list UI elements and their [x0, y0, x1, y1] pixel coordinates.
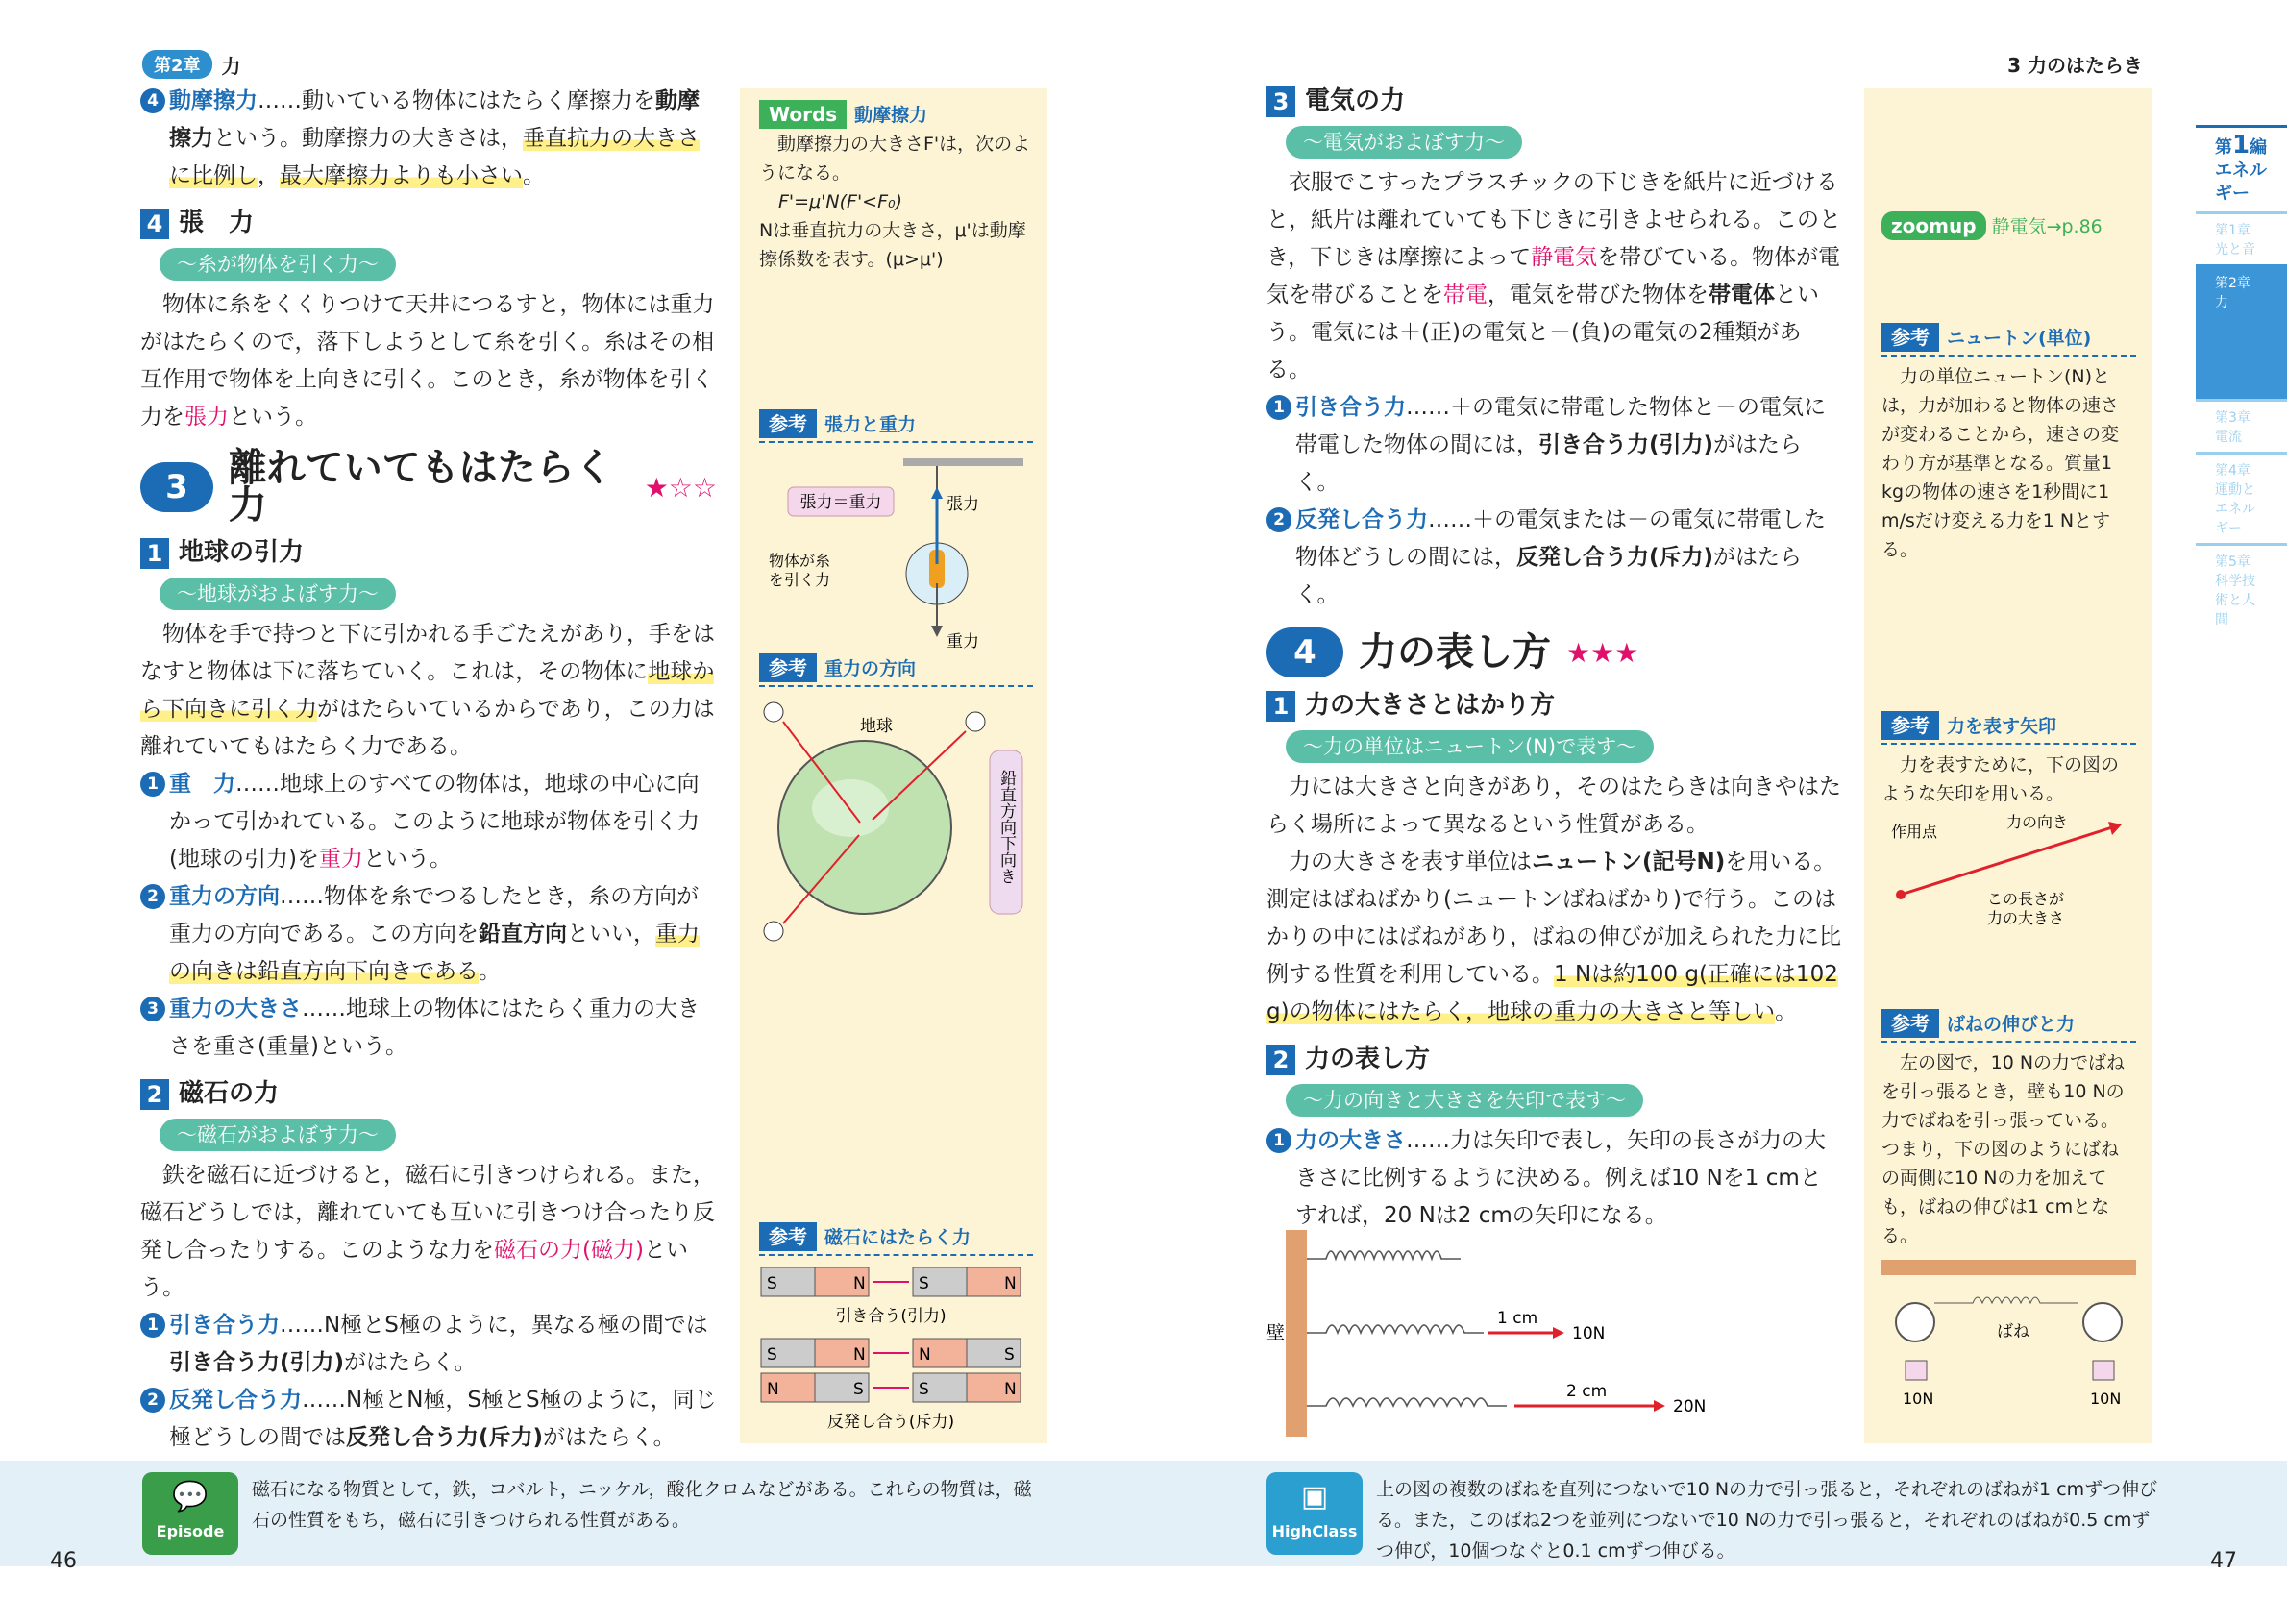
para-text: 物体に糸をくくりつけて天井につるすと，物体には重力がはたらくので，落下しようとして糸を引く。糸はその相互作用で物体を上向きに引く。このとき，糸が物体を引く力を [140, 292, 715, 430]
sidebox-text: 左の図で，10 Nの力でばねを引っ張るとき，壁も10 Nの力でばねを引っ張っている。つまり，下の図のようにばねの両側に10 Nの力を加えても，ばねの伸びは1 cmとなる。 [1881, 1052, 2126, 1246]
pole-label: N [1004, 1274, 1017, 1293]
bold-term: 引き合う力(引力) [1538, 432, 1714, 457]
person-icon [764, 922, 783, 941]
words-tag: Words [759, 100, 847, 129]
note-label: を引く力 [769, 571, 831, 589]
highclass-band [1144, 1461, 2287, 1566]
page-number: 47 [2210, 1549, 2237, 1573]
bold-term: 引き合う力(引力) [169, 1350, 345, 1375]
para-text: という。 [229, 405, 317, 430]
bold-term: 反発し合う力(斥力) [1516, 545, 1714, 570]
item-magnet-attract [140, 1307, 717, 1382]
tension-label: 張力 [947, 495, 979, 514]
subsection-number: 2 [1266, 1045, 1295, 1075]
subsection-title: 力の表し方 [1305, 1045, 1431, 1073]
running-head: 3 力のはたらき [2007, 54, 2143, 77]
thumb-text: エネルギー [2215, 160, 2267, 204]
item-text: ……地球上のすべての物体は，地球の中心に向かって引かれている。このように地球が物体を引く力(地球の引力)を [169, 772, 700, 872]
item-text: ……＋の電気または－の電気に帯電した物体どうしの間には， [1295, 507, 1826, 570]
sidebox-title: 重力の方向 [824, 658, 917, 679]
gravity-label: 重力 [947, 632, 979, 651]
subsection-title: 電気の力 [1305, 86, 1406, 115]
item-text: ……N極とS極のように，異なる極の間では [280, 1313, 708, 1338]
spring-10n [1307, 1325, 1484, 1333]
zoomup-tag: zoomup [1881, 211, 1986, 240]
item-number: 2 [140, 1388, 165, 1413]
para-text: を帯びている。物体が電気を帯びることを [1266, 245, 1841, 308]
thumb-text: 電流 [2215, 430, 2242, 445]
item-number: 1 [140, 772, 165, 797]
item-text: ……動いている物体にはたらく摩擦力を [258, 88, 655, 113]
episode-band [0, 1461, 1144, 1566]
ref-box-magnet-force [759, 1222, 1033, 1463]
ref-tag: 参考 [759, 653, 817, 682]
ceiling [903, 458, 1023, 466]
item-text: 。 [523, 163, 545, 188]
continent [812, 779, 889, 837]
length-label: 力の大きさ [1987, 909, 2065, 927]
item-force-magnitude [1266, 1122, 1843, 1235]
term: 反発し合う力 [1295, 507, 1428, 532]
page-number: 46 [50, 1549, 77, 1573]
sidebox-title: 力を表す矢印 [1947, 716, 2057, 737]
sidebox-text: 動摩擦力の大きさF'は，次のようになる。 [759, 134, 1031, 184]
term: 重 力 [169, 772, 235, 797]
subsection-pill: ～地球がおよぼす力～ [160, 578, 396, 610]
section-4-heading [1266, 627, 1843, 677]
ref-box-vector [1881, 711, 2136, 942]
vector-diagram [1881, 808, 2136, 933]
thumb-text: 第4章 [2215, 463, 2250, 479]
wall-label: 壁 [1266, 1322, 1286, 1343]
term: 反発し合う力 [169, 1388, 302, 1413]
para-text: を用いる。測定はばねばかり(ニュートンばねばかり)で行う。このはかりの中にはばねがあり，ばねの伸びが加えられた力に比例する性質を利用している。 [1266, 849, 1841, 987]
note-label: 物体が糸 [769, 552, 831, 570]
red-term: 張力 [184, 405, 229, 430]
pole-label: S [1004, 1345, 1015, 1365]
ref-tag: 参考 [1881, 1009, 1939, 1038]
ref-tag: 参考 [759, 1222, 817, 1251]
formula: F'=μ'N(F'<F₀) [778, 191, 903, 212]
red-term: 重力 [318, 847, 363, 872]
section-number: 3 [140, 462, 213, 512]
point-label: 作用点 [1891, 823, 1938, 841]
item-text: ……＋の電気に帯電した物体と－の電気に帯電した物体の間には， [1295, 395, 1826, 457]
item-text: ， [258, 163, 280, 188]
spring-pulley-diagram [1881, 1250, 2136, 1442]
item-magnet-repel [140, 1382, 717, 1457]
thumb-text: 科学技術と人間 [2215, 574, 2255, 627]
subsection-number: 4 [140, 209, 169, 239]
length-label: 1 cm [1497, 1309, 1538, 1328]
vector-arrowhead [2108, 822, 2122, 835]
item-electric-attract [1266, 389, 1843, 502]
sidebox-title: 動摩擦力 [854, 105, 928, 126]
gravity-arrowhead [931, 626, 943, 637]
spring-20n [1307, 1398, 1507, 1406]
para-text: 力の大きさを表す単位は [1289, 849, 1532, 874]
episode-text: 磁石になる物質として，鉄，コバルト，ニッケル，酸化クロムなどがある。これらの物質は，磁石の性質をもち，磁石に引きつけられる性質がある。 [252, 1479, 1032, 1531]
spring-arrow-diagram [1266, 1225, 1862, 1446]
item-text: がはたらく。 [1295, 432, 1803, 495]
attract-label: 引き合う(引力) [835, 1307, 947, 1326]
length-label: 2 cm [1566, 1382, 1608, 1401]
right-main-column [1266, 83, 1843, 1235]
ref-box-tension-gravity [759, 409, 1033, 659]
subsection-pill: ～糸が物体を引く力～ [160, 248, 396, 281]
item-text: がはたらく。 [1295, 545, 1803, 607]
thumb-text: 光と音 [2215, 242, 2255, 258]
highclass-icon [1266, 1472, 1363, 1555]
sidebox-text: 力の単位ニュートン(N)とは，力が加わると物体の速さが変わることから，速さの変わり方が基準となる。質量1 kgの物体の速さを1秒間に1 m/sだけ変える力を1 Nとする。 [1881, 366, 2120, 560]
term: 重力の大きさ [169, 997, 302, 1021]
term: 力の大きさ [1295, 1128, 1406, 1153]
item-number: 1 [1266, 1128, 1291, 1153]
item-number: 1 [1266, 395, 1291, 420]
term: 動摩擦力 [169, 88, 258, 113]
item-text: という。動摩擦力の大きさは， [213, 126, 523, 151]
item-gravity-magnitude [140, 991, 717, 1066]
ref-box-newton [1881, 323, 2136, 564]
para-text: 物体を手で持つと下に引かれる手ごたえがあり，手をはなすと物体は下に落ちていく。これは，その物体に [140, 622, 715, 684]
action-point [1896, 890, 1906, 899]
item-number: 4 [140, 88, 165, 113]
subsection-pill: ～磁石がおよぼす力～ [160, 1119, 396, 1151]
thumb-text: 編 [2250, 137, 2268, 158]
tension-gravity-diagram [759, 449, 1033, 651]
pole-label: N [853, 1274, 866, 1293]
force-label: 10N [1572, 1324, 1606, 1343]
para-text: 衣服でこすったプラスチックの下じきを紙片に近づけると，紙片は離れていても下じきに引きよせられる。このとき，下じきは摩擦によって [1266, 170, 1841, 270]
pole-label: S [853, 1380, 864, 1399]
weight [1906, 1361, 1927, 1380]
para-text: ，電気を帯びた物体を [1488, 283, 1709, 308]
highlight: 重力の向きは鉛直方向下向きである [169, 922, 700, 984]
thumb-volume[interactable] [2196, 125, 2287, 211]
subsection-title: 張 力 [179, 209, 255, 237]
force-label: 20N [1673, 1397, 1707, 1416]
item-number: 3 [140, 997, 165, 1021]
red-term: 静電気 [1531, 245, 1598, 270]
thumb-text: 第3章 [2215, 410, 2250, 426]
para-text: という。 [140, 1238, 688, 1300]
ref-tag: 参考 [759, 409, 817, 438]
item-gravity-direction [140, 878, 717, 991]
item-number: 1 [140, 1313, 165, 1338]
red-term: 磁石の力(磁力) [494, 1238, 644, 1263]
sidebox-title: ニュートン(単位) [1947, 328, 2092, 349]
earth-label: 地球 [860, 717, 893, 736]
highlight: 垂直抗力の大きさに比例し [169, 126, 700, 188]
thumb-text: 力 [2215, 295, 2228, 310]
magnet-diagram [759, 1262, 1033, 1454]
highclass-label: HighClass [1271, 1522, 1358, 1540]
thumb-text: 第5章 [2215, 554, 2250, 570]
thumb-index [2196, 125, 2287, 634]
section-title: 力の表し方 [1359, 629, 1551, 675]
item-number: 2 [1266, 507, 1291, 532]
item-text: ……力は矢印で表し，矢印の長さが力の大きさに比例するように決める。例えば10 Nを1 cmとすれば，20 Nは2 cmの矢印になる。 [1295, 1128, 1826, 1228]
length-label: この長さが [1987, 890, 2065, 908]
sidebox-title: 磁石にはたらく力 [824, 1227, 971, 1248]
subsection-number: 3 [1266, 86, 1295, 117]
vertical-label: 鉛直方向下向き [996, 770, 1016, 884]
thumb-chapter-3[interactable] [2196, 399, 2287, 452]
item-text: という。 [362, 847, 452, 872]
subsection-title: 地球の引力 [179, 538, 305, 567]
term: 引き合う力 [169, 1313, 280, 1338]
person-icon [966, 712, 985, 731]
thumb-text: 運動とエネルギー [2215, 482, 2255, 536]
spring [1934, 1297, 2078, 1303]
direction-label: 力の向き [2006, 813, 2069, 831]
bold-term: 鉛直方向 [479, 922, 567, 947]
item-text: がはたらく。 [543, 1425, 676, 1450]
repel-rows [761, 1339, 1021, 1432]
highlight: 地球から下向きに引く力 [140, 659, 715, 722]
springs [1307, 1251, 1507, 1406]
repel-label: 反発し合う(斥力) [826, 1413, 955, 1432]
item-electric-repel [1266, 502, 1843, 614]
force-label: 10N [2090, 1390, 2122, 1408]
subsection-title: 力の大きさとはかり方 [1305, 691, 1556, 720]
episode-label: Episode [156, 1522, 225, 1540]
item-text: ……N極とN極，S極とS極のように，同じ極どうしの間では [169, 1388, 717, 1450]
item-number: 2 [140, 884, 165, 909]
subsection-electric [1266, 83, 1843, 120]
pulley [2083, 1303, 2122, 1341]
subsection-arrows [1266, 1041, 1843, 1078]
subsection-number: 1 [1266, 691, 1295, 722]
subsection-magnet [140, 1075, 717, 1113]
chapter-title: 力 [221, 54, 241, 78]
item-text: ……物体を糸でつるしたとき，糸の方向が重力の方向である。この方向を [169, 884, 700, 947]
subsection-title: 磁石の力 [179, 1079, 280, 1108]
item-text: がはたらく。 [344, 1350, 477, 1375]
highlight: 1 Nは約100 g(正確には102 g)の物体にはたらく，地球の重力の大きさと等しい [1266, 962, 1838, 1024]
ref-tag: 参考 [1881, 711, 1939, 740]
pole-label: N [767, 1380, 779, 1399]
zoomup-link[interactable]: 静電気→p.86 [1991, 216, 2103, 237]
thumb-text: 1 [2232, 131, 2250, 160]
ref-box-spring [1881, 1009, 2136, 1451]
thumb-chapter-4[interactable] [2196, 452, 2287, 543]
chapter-badge: 第2章 [142, 50, 212, 79]
thumb-text: 第 [2215, 137, 2232, 158]
zoomup-ref [1881, 211, 2136, 241]
ref-box-gravity-direction [759, 653, 1033, 951]
left-main-column [140, 83, 717, 1457]
para-text: 鉄を磁石に近づけると，磁石に引きつけられる。また，磁石どうしでは，離れていても互いに引きつけ合ったり反発し合ったりする。このような力を [140, 1163, 715, 1263]
paragraph [140, 616, 717, 766]
subsection-pill: ～電気がおよぼす力～ [1286, 126, 1522, 159]
subsection-number: 1 [140, 538, 169, 569]
chapter-header [142, 50, 241, 79]
subsection-tension [140, 205, 717, 242]
paragraph [140, 1157, 717, 1307]
subsection-measure [1266, 687, 1843, 725]
term: 重力の方向 [169, 884, 280, 909]
item-text: ……地球上の物体にはたらく重力の大きさを重さ(重量)という。 [169, 997, 700, 1059]
tension-arrowhead [931, 487, 943, 499]
pole-label: S [919, 1380, 929, 1399]
speech-bubble-icon: 💬 [172, 1480, 209, 1513]
pole-label: N [919, 1345, 931, 1365]
section-number: 4 [1266, 627, 1343, 677]
thumb-text: 第2章 [2215, 276, 2250, 291]
thumb-text: 第1章 [2215, 223, 2250, 238]
force-label: 10N [1903, 1390, 1934, 1408]
arrowhead [1553, 1327, 1564, 1339]
section-3-heading [140, 446, 717, 528]
item-gravity [140, 766, 717, 878]
item-bold: 動摩擦力 [169, 88, 700, 151]
subsection-earth [140, 534, 717, 572]
thumb-chapter-5[interactable] [2196, 543, 2287, 634]
words-box-dynamic-friction [759, 100, 1033, 274]
item-dynamic-friction [140, 83, 717, 195]
spring-rest [1307, 1251, 1461, 1259]
subsection-pill: ～力の向きと大きさを矢印で表す～ [1286, 1084, 1643, 1117]
weight [2093, 1361, 2114, 1380]
highclass-text: 上の図の複数のばねを直列につないで10 Nの力で引っ張ると，それぞれのばねが1 cmずつ伸びる。また，このばね2つを並列につないで10 Nの力で引っ張ると，それぞれのばねが0.5 cmずつ伸び，10個つなぐと0.1 cmずつ伸びる。 [1376, 1479, 2158, 1562]
term: 引き合う力 [1295, 395, 1406, 420]
para-text: 。 [1775, 999, 1798, 1024]
ceiling [1881, 1260, 2136, 1275]
right-page [1144, 0, 2287, 1624]
pole-label: S [767, 1345, 777, 1365]
item-text: といい， [567, 922, 655, 947]
wall [1286, 1230, 1307, 1437]
ref-tag: 参考 [1881, 323, 1939, 352]
gravity-direction-diagram [759, 693, 1033, 943]
importance-stars: ★☆☆ [644, 471, 717, 504]
sidebox-title: ばねの伸びと力 [1947, 1014, 2076, 1035]
pole-label: N [1004, 1380, 1017, 1399]
episode-icon [142, 1472, 238, 1555]
paragraph [140, 286, 717, 436]
sidebox-text: Nは垂直抗力の大きさ，μ'は動摩擦係数を表す。(μ>μ') [759, 220, 1026, 270]
highlight: 最大摩擦力よりも小さい [280, 163, 523, 188]
importance-stars: ★★★ [1566, 636, 1639, 669]
paragraph [1266, 164, 1843, 389]
arrowhead [1654, 1400, 1665, 1412]
paragraph: 力には大きさと向きがあり，そのはたらきは向きやはたらく場所によって異なるという性質がある。 [1266, 775, 1841, 837]
equation-label: 張力＝重力 [799, 493, 882, 512]
para-text: がはたらいているからであり，この力は離れていてもはたらく力である。 [140, 697, 715, 759]
item-text: 。 [479, 959, 501, 984]
pole-label: S [767, 1274, 777, 1293]
bold-term: ニュートン(記号N) [1532, 849, 1726, 874]
paragraph [1266, 844, 1843, 1031]
spring-label: ばね [1997, 1322, 2029, 1341]
sidebox-text: 力を表すために，下の図のような矢印を用いる。 [1881, 754, 2120, 804]
pulley [1896, 1303, 1934, 1341]
pole-label: S [919, 1274, 929, 1293]
sidebox-title: 張力と重力 [824, 414, 917, 435]
thumb-chapter-1[interactable] [2196, 211, 2287, 264]
subsection-number: 2 [140, 1079, 169, 1110]
book-icon: ▣ [1300, 1480, 1329, 1513]
section-title: 離れていてもはたらく力 [228, 446, 613, 528]
person-icon [764, 702, 783, 722]
para-text: という。電気には＋(正)の電気と－(負)の電気の2種類がある。 [1266, 283, 1819, 382]
bold-term: 帯電体 [1709, 283, 1775, 308]
subsection-pill: ～力の単位はニュートン(N)で表す～ [1286, 730, 1654, 763]
attract-row [761, 1267, 1021, 1326]
pole-label: N [853, 1345, 866, 1365]
bold-term: 反発し合う力(斥力) [346, 1425, 544, 1450]
thumb-chapter-2-active[interactable] [2196, 264, 2287, 399]
red-term: 帯電 [1443, 283, 1488, 308]
